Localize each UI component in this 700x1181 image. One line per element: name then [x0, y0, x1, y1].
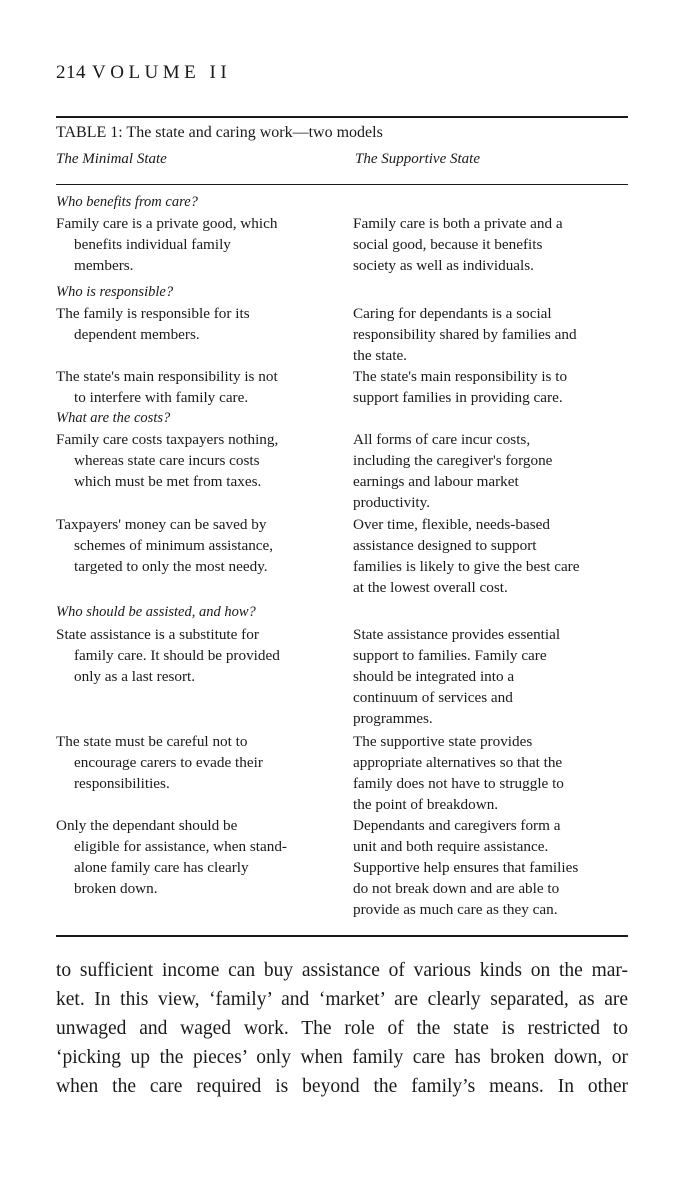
text-line: The state's main responsibility is to — [353, 368, 568, 385]
text-line: dependent members. — [74, 326, 200, 343]
text-line: social good, because it benefits — [353, 236, 543, 253]
text-line: Family care costs taxpayers nothing, — [56, 431, 279, 448]
column-header-minimal: The Minimal State — [56, 151, 167, 167]
cell-responsible-supportive-1 — [353, 303, 577, 366]
text-line: whereas state care incurs costs — [74, 452, 260, 469]
body-paragraph — [56, 956, 628, 1101]
text-line: unwaged and waged work. The role of the state is restricted to — [56, 1018, 628, 1039]
text-line: The state must be careful not to — [56, 733, 248, 750]
text-line: encourage carers to evade their — [74, 754, 263, 771]
text-line: assistance designed to support — [353, 537, 537, 554]
text-line: benefits individual family — [74, 236, 231, 253]
text-line: All forms of care incur costs, — [353, 431, 531, 448]
question-benefits: Who benefits from care? — [56, 194, 198, 210]
cell-costs-minimal-2 — [56, 514, 273, 577]
text-line: The supportive state provides — [353, 733, 533, 750]
text-line: responsibility shared by families and — [353, 326, 577, 343]
text-line: unit and both require assistance. — [353, 838, 549, 855]
text-line: only as a last resort. — [74, 668, 196, 685]
text-line: family care. It should be provided — [74, 647, 280, 664]
cell-benefits-supportive — [353, 213, 563, 276]
cell-costs-supportive-1 — [353, 429, 552, 513]
column-header-supportive: The Supportive State — [355, 151, 480, 167]
text-line: programmes. — [353, 710, 433, 727]
table-top-rule — [56, 116, 628, 118]
text-line: should be integrated into a — [353, 668, 515, 685]
text-line: Over time, flexible, needs-based — [353, 516, 550, 533]
text-line: the state. — [353, 347, 407, 364]
text-line: targeted to only the most needy. — [74, 558, 268, 575]
text-line: to sufficient income can buy assistance of various kinds on the mar- — [56, 960, 628, 981]
cell-responsible-minimal-1 — [56, 303, 250, 345]
cell-responsible-supportive-2 — [353, 366, 567, 408]
text-line: The state's main responsibility is not — [56, 368, 278, 385]
text-line: support to families. Family care — [353, 647, 547, 664]
cell-assisted-supportive-3 — [353, 815, 578, 920]
cell-assisted-minimal-2 — [56, 731, 263, 794]
text-line: which must be met from taxes. — [74, 473, 262, 490]
text-line: at the lowest overall cost. — [353, 579, 508, 596]
cell-assisted-minimal-3 — [56, 815, 287, 899]
text-line: the point of breakdown. — [353, 796, 499, 813]
page-number: 214 — [56, 62, 86, 83]
cell-assisted-supportive-1 — [353, 624, 560, 729]
text-line: when the care required is beyond the family’s means. In other — [56, 1076, 628, 1097]
text-line: schemes of minimum assistance, — [74, 537, 274, 554]
cell-assisted-supportive-2 — [353, 731, 564, 815]
text-line: ket. In this view, ‘family’ and ‘market’ are clearly separated, as are — [56, 989, 628, 1010]
cell-benefits-minimal — [56, 213, 277, 276]
text-line: appropriate alternatives so that the — [353, 754, 563, 771]
table-header-rule — [56, 184, 628, 185]
question-responsible: Who is responsible? — [56, 284, 174, 300]
text-line: Family care is a private good, which — [56, 215, 278, 232]
text-line: families is likely to give the best care — [353, 558, 580, 575]
text-line: State assistance provides essential — [353, 626, 561, 643]
text-line: support families in providing care. — [353, 389, 563, 406]
cell-costs-supportive-2 — [353, 514, 579, 598]
text-line: alone family care has clearly — [74, 859, 249, 876]
text-line: The family is responsible for its — [56, 305, 250, 322]
text-line: society as well as individuals. — [353, 257, 534, 274]
text-line: earnings and labour market — [353, 473, 519, 490]
text-line: broken down. — [74, 880, 158, 897]
text-line: Supportive help ensures that families — [353, 859, 579, 876]
text-line: Only the dependant should be — [56, 817, 238, 834]
text-line: Taxpayers' money can be saved by — [56, 516, 267, 533]
text-line: do not break down and are able to — [353, 880, 560, 897]
text-line: Dependants and caregivers form a — [353, 817, 561, 834]
table-bottom-rule — [56, 935, 628, 937]
text-line: family does not have to struggle to — [353, 775, 564, 792]
volume-label: VOLUME II — [92, 62, 232, 83]
question-costs: What are the costs? — [56, 410, 171, 426]
text-line: Caring for dependants is a social — [353, 305, 552, 322]
text-line: ‘picking up the pieces’ only when family care has broken down, or — [56, 1047, 628, 1068]
cell-costs-minimal-1 — [56, 429, 278, 492]
text-line: members. — [74, 257, 134, 274]
table-caption: TABLE 1: The state and caring work—two models — [56, 124, 383, 141]
text-line: responsibilities. — [74, 775, 170, 792]
cell-responsible-minimal-2 — [56, 366, 278, 408]
text-line: continuum of services and — [353, 689, 513, 706]
page-header — [56, 62, 231, 84]
text-line: Family care is both a private and a — [353, 215, 563, 232]
text-line: including the caregiver's forgone — [353, 452, 553, 469]
text-line: eligible for assistance, when stand- — [74, 838, 287, 855]
text-line: productivity. — [353, 494, 431, 511]
text-line: to interfere with family care. — [74, 389, 249, 406]
question-assisted: Who should be assisted, and how? — [56, 604, 256, 620]
text-line: provide as much care as they can. — [353, 901, 558, 918]
text-line: State assistance is a substitute for — [56, 626, 259, 643]
cell-assisted-minimal-1 — [56, 624, 280, 687]
